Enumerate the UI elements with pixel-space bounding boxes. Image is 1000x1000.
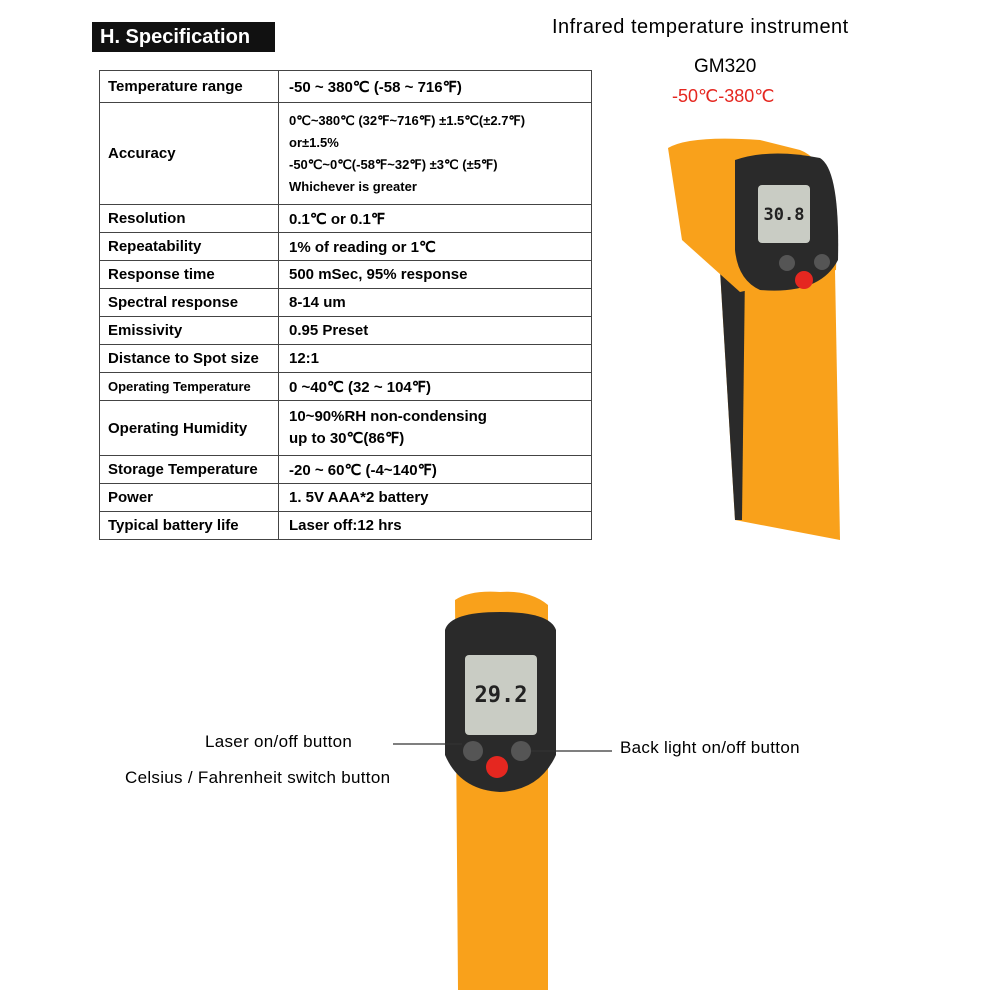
spec-label: Power [100, 484, 279, 512]
spec-line: or±1.5% [289, 134, 339, 150]
spec-value: 1% of reading or 1℃ [279, 233, 592, 261]
spec-label: Emissivity [100, 317, 279, 345]
lcd-readout-bottom: 29.2 [474, 683, 528, 708]
spec-value: 0.95 Preset [279, 317, 592, 345]
spec-value: Laser off:12 hrs [279, 512, 592, 540]
product-range: -50℃-380℃ [672, 86, 775, 106]
spec-value: 500 mSec, 95% response [279, 261, 592, 289]
spec-label: Operating Temperature [100, 373, 279, 401]
spec-label: Response time [100, 261, 279, 289]
spec-label: Typical battery life [100, 512, 279, 540]
spec-value: -20 ~ 60℃ (-4~140℉) [279, 456, 592, 484]
spec-label: Accuracy [100, 103, 279, 205]
product-model: GM320 [694, 56, 757, 77]
section-title: H. Specification [92, 22, 275, 52]
spec-label: Resolution [100, 205, 279, 233]
spec-label: Temperature range [100, 71, 279, 103]
spec-label: Operating Humidity [100, 401, 279, 456]
spec-line: up to 30℃(86℉) [289, 430, 405, 447]
spec-line: -50℃~0℃(-58℉~32℉) ±3℃ (±5℉) [289, 156, 498, 172]
lcd-readout-top: 30.8 [763, 205, 805, 225]
spec-line: Whichever is greater [289, 178, 417, 194]
spec-value: 0 ~40℃ (32 ~ 104℉) [279, 373, 592, 401]
spec-value: 12:1 [279, 345, 592, 373]
spec-line: 0℃~380℃ (32℉~716℉) ±1.5℃(±2.7℉) [289, 112, 526, 128]
spec-label: Distance to Spot size [100, 345, 279, 373]
product-title: Infrared temperature instrument [552, 16, 849, 38]
spec-value: 1. 5V AAA*2 battery [279, 484, 592, 512]
unit-switch-label: Celsius / Fahrenheit switch button [125, 768, 391, 787]
backlight-button-label: Back light on/off button [620, 738, 800, 757]
spec-value: 0.1℃ or 0.1℉ [279, 205, 592, 233]
spec-label: Spectral response [100, 289, 279, 317]
spec-value: 8-14 um [279, 289, 592, 317]
spec-line: 10~90%RH non-condensing [289, 408, 487, 425]
laser-button-label: Laser on/off button [205, 732, 353, 751]
spec-value: -50 ~ 380℃ (-58 ~ 716℉) [279, 71, 592, 103]
spec-label: Repeatability [100, 233, 279, 261]
spec-label: Storage Temperature [100, 456, 279, 484]
